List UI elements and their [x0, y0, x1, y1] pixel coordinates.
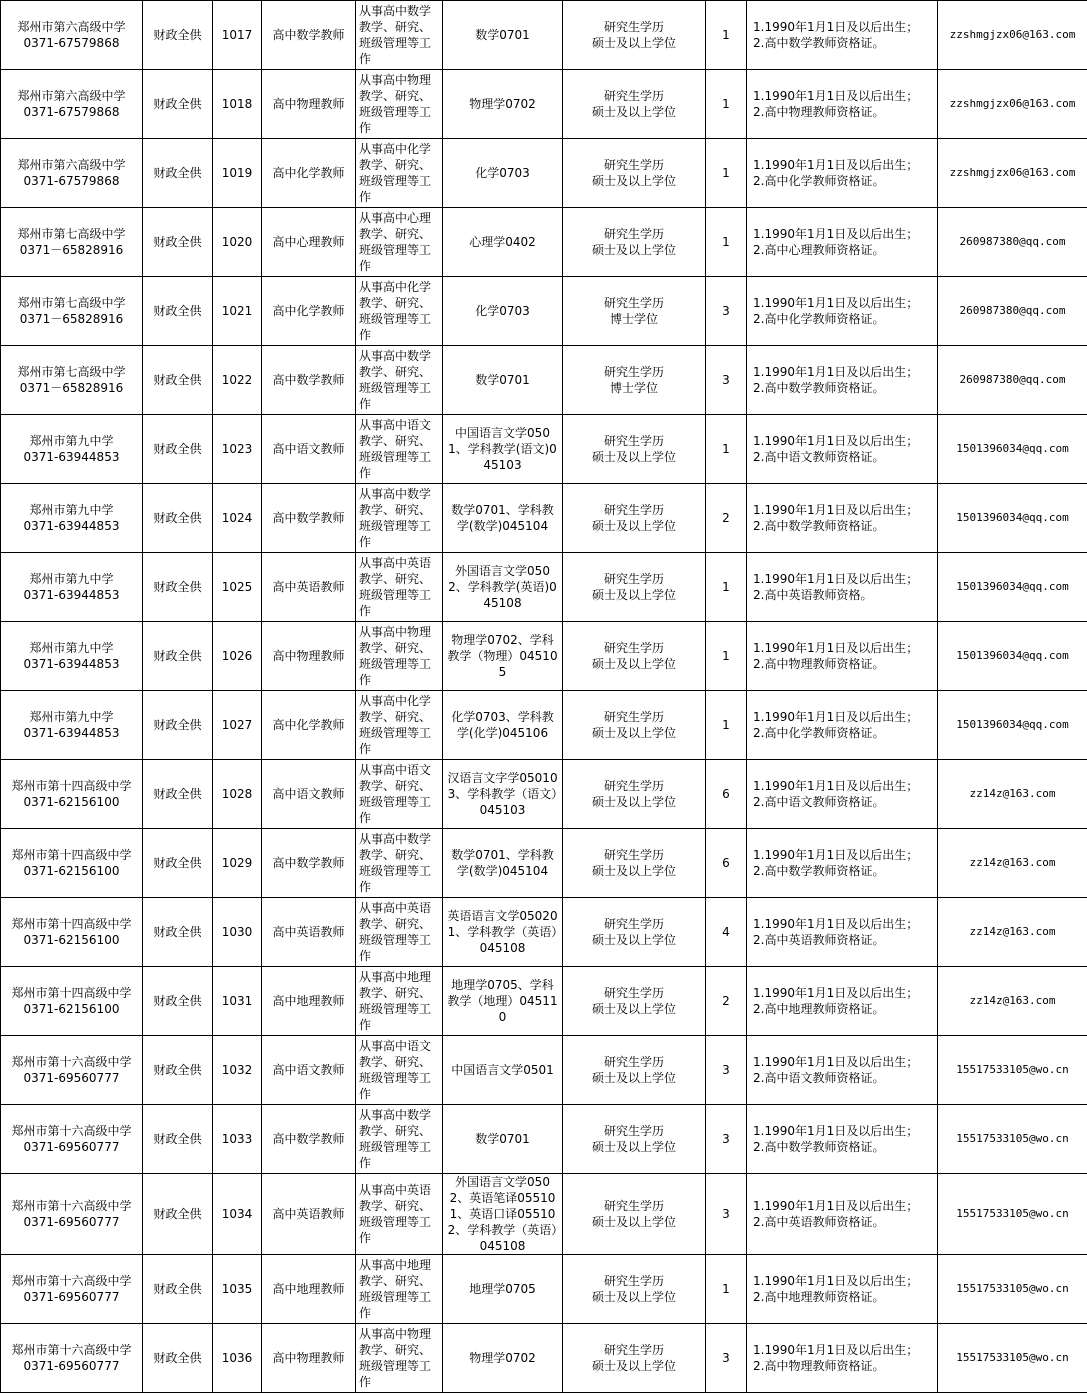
department-cell: 郑州市第九中学 0371-63944853: [1, 553, 143, 622]
position-name-cell: 高中物理教师: [262, 1324, 356, 1393]
position-code-cell: 1026: [213, 622, 262, 691]
duty-cell: 从事高中语文教学、研究、班级管理等工作: [356, 415, 443, 484]
department-cell: 郑州市第十六高级中学 0371-69560777: [1, 1105, 143, 1174]
position-code-cell: 1023: [213, 415, 262, 484]
duty-cell: 从事高中物理教学、研究、班级管理等工作: [356, 70, 443, 139]
requirements-cell: 1.1990年1月1日及以后出生； 2.高中数学教师资格证。: [747, 484, 938, 553]
headcount-cell: 6: [706, 760, 747, 829]
position-name-cell: 高中数学教师: [262, 484, 356, 553]
position-name-cell: 高中数学教师: [262, 829, 356, 898]
email-cell: zz14z@163.com: [938, 760, 1087, 829]
requirements-cell: 1.1990年1月1日及以后出生； 2.高中数学教师资格证。: [747, 829, 938, 898]
headcount-cell: 1: [706, 1, 747, 70]
funding-cell: 财政全供: [143, 1255, 213, 1324]
headcount-cell: 2: [706, 967, 747, 1036]
email-cell: 1501396034@qq.com: [938, 484, 1087, 553]
funding-cell: 财政全供: [143, 1105, 213, 1174]
position-code-cell: 1020: [213, 208, 262, 277]
email-cell: 1501396034@qq.com: [938, 691, 1087, 760]
major-cell: 物理学0702、学科教学（物理）045105: [443, 622, 563, 691]
position-code-cell: 1019: [213, 139, 262, 208]
duty-cell: 从事高中化学教学、研究、班级管理等工作: [356, 691, 443, 760]
email-cell: zz14z@163.com: [938, 967, 1087, 1036]
email-cell: 260987380@qq.com: [938, 277, 1087, 346]
table-row: [1, 967, 1087, 1036]
email-cell: zz14z@163.com: [938, 829, 1087, 898]
funding-cell: 财政全供: [143, 1324, 213, 1393]
email-cell: 260987380@qq.com: [938, 346, 1087, 415]
major-cell: 英语语言文学050201、学科教学（英语）045108: [443, 898, 563, 967]
department-cell: 郑州市第九中学 0371-63944853: [1, 691, 143, 760]
position-name-cell: 高中数学教师: [262, 1, 356, 70]
email-cell: 260987380@qq.com: [938, 208, 1087, 277]
requirements-cell: 1.1990年1月1日及以后出生； 2.高中化学教师资格证。: [747, 691, 938, 760]
headcount-cell: 1: [706, 208, 747, 277]
requirements-cell: 1.1990年1月1日及以后出生； 2.高中语文教师资格证。: [747, 415, 938, 484]
table-row: [1, 1036, 1087, 1105]
position-code-cell: 1028: [213, 760, 262, 829]
major-cell: 数学0701: [443, 1, 563, 70]
duty-cell: 从事高中数学教学、研究、班级管理等工作: [356, 1105, 443, 1174]
headcount-cell: 3: [706, 1324, 747, 1393]
department-cell: 郑州市第七高级中学 0371－65828916: [1, 208, 143, 277]
funding-cell: 财政全供: [143, 1036, 213, 1105]
education-cell: 研究生学历 硕士及以上学位: [563, 1255, 706, 1324]
requirements-cell: 1.1990年1月1日及以后出生； 2.高中物理教师资格证。: [747, 622, 938, 691]
table-row: [1, 70, 1087, 139]
funding-cell: 财政全供: [143, 139, 213, 208]
funding-cell: 财政全供: [143, 484, 213, 553]
headcount-cell: 1: [706, 1255, 747, 1324]
major-cell: 数学0701、学科教学(数学)045104: [443, 484, 563, 553]
headcount-cell: 1: [706, 622, 747, 691]
requirements-cell: 1.1990年1月1日及以后出生； 2.高中语文教师资格证。: [747, 760, 938, 829]
table-row: [1, 1174, 1087, 1255]
position-code-cell: 1027: [213, 691, 262, 760]
requirements-cell: 1.1990年1月1日及以后出生； 2.高中数学教师资格证。: [747, 1, 938, 70]
position-code-cell: 1025: [213, 553, 262, 622]
funding-cell: 财政全供: [143, 277, 213, 346]
position-name-cell: 高中英语教师: [262, 898, 356, 967]
duty-cell: 从事高中数学教学、研究、班级管理等工作: [356, 346, 443, 415]
duty-cell: 从事高中英语教学、研究、班级管理等工作: [356, 898, 443, 967]
funding-cell: 财政全供: [143, 208, 213, 277]
headcount-cell: 3: [706, 346, 747, 415]
table-row: [1, 622, 1087, 691]
email-cell: zzshmgjzx06@163.com: [938, 70, 1087, 139]
funding-cell: 财政全供: [143, 553, 213, 622]
position-code-cell: 1036: [213, 1324, 262, 1393]
table-row: [1, 898, 1087, 967]
education-cell: 研究生学历 硕士及以上学位: [563, 139, 706, 208]
headcount-cell: 2: [706, 484, 747, 553]
position-code-cell: 1024: [213, 484, 262, 553]
position-name-cell: 高中心理教师: [262, 208, 356, 277]
position-name-cell: 高中数学教师: [262, 346, 356, 415]
education-cell: 研究生学历 硕士及以上学位: [563, 967, 706, 1036]
position-code-cell: 1035: [213, 1255, 262, 1324]
duty-cell: 从事高中化学教学、研究、班级管理等工作: [356, 139, 443, 208]
funding-cell: 财政全供: [143, 1, 213, 70]
duty-cell: 从事高中心理教学、研究、班级管理等工作: [356, 208, 443, 277]
email-cell: 15517533105@wo.cn: [938, 1255, 1087, 1324]
table-row: [1, 553, 1087, 622]
duty-cell: 从事高中数学教学、研究、班级管理等工作: [356, 484, 443, 553]
position-name-cell: 高中地理教师: [262, 1255, 356, 1324]
education-cell: 研究生学历 硕士及以上学位: [563, 415, 706, 484]
position-code-cell: 1030: [213, 898, 262, 967]
email-cell: 15517533105@wo.cn: [938, 1324, 1087, 1393]
department-cell: 郑州市第九中学 0371-63944853: [1, 622, 143, 691]
table-body: [1, 1, 1087, 1393]
position-code-cell: 1021: [213, 277, 262, 346]
funding-cell: 财政全供: [143, 346, 213, 415]
position-name-cell: 高中语文教师: [262, 1036, 356, 1105]
education-cell: 研究生学历 硕士及以上学位: [563, 553, 706, 622]
education-cell: 研究生学历 硕士及以上学位: [563, 1036, 706, 1105]
requirements-cell: 1.1990年1月1日及以后出生； 2.高中物理教师资格证。: [747, 1324, 938, 1393]
education-cell: 研究生学历 硕士及以上学位: [563, 1324, 706, 1393]
duty-cell: 从事高中语文教学、研究、班级管理等工作: [356, 760, 443, 829]
duty-cell: 从事高中语文教学、研究、班级管理等工作: [356, 1036, 443, 1105]
position-name-cell: 高中语文教师: [262, 760, 356, 829]
position-code-cell: 1029: [213, 829, 262, 898]
email-cell: 1501396034@qq.com: [938, 415, 1087, 484]
table-row: [1, 139, 1087, 208]
department-cell: 郑州市第十四高级中学 0371-62156100: [1, 760, 143, 829]
requirements-cell: 1.1990年1月1日及以后出生； 2.高中物理教师资格证。: [747, 70, 938, 139]
duty-cell: 从事高中数学教学、研究、班级管理等工作: [356, 1, 443, 70]
position-code-cell: 1018: [213, 70, 262, 139]
funding-cell: 财政全供: [143, 1174, 213, 1255]
education-cell: 研究生学历 硕士及以上学位: [563, 760, 706, 829]
table-row: [1, 1324, 1087, 1393]
position-name-cell: 高中地理教师: [262, 967, 356, 1036]
funding-cell: 财政全供: [143, 760, 213, 829]
major-cell: 中国语言文学0501、学科教学(语文)045103: [443, 415, 563, 484]
table-row: [1, 277, 1087, 346]
email-cell: 1501396034@qq.com: [938, 553, 1087, 622]
requirements-cell: 1.1990年1月1日及以后出生； 2.高中英语教师资格证。: [747, 898, 938, 967]
major-cell: 物理学0702: [443, 70, 563, 139]
requirements-cell: 1.1990年1月1日及以后出生； 2.高中化学教师资格证。: [747, 277, 938, 346]
table-row: [1, 1255, 1087, 1324]
department-cell: 郑州市第七高级中学 0371－65828916: [1, 277, 143, 346]
duty-cell: 从事高中英语教学、研究、班级管理等工作: [356, 1174, 443, 1255]
email-cell: 15517533105@wo.cn: [938, 1105, 1087, 1174]
major-cell: 数学0701: [443, 1105, 563, 1174]
table-row: [1, 829, 1087, 898]
headcount-cell: 1: [706, 415, 747, 484]
duty-cell: 从事高中数学教学、研究、班级管理等工作: [356, 829, 443, 898]
duty-cell: 从事高中地理教学、研究、班级管理等工作: [356, 967, 443, 1036]
table-row: [1, 346, 1087, 415]
department-cell: 郑州市第九中学 0371-63944853: [1, 415, 143, 484]
requirements-cell: 1.1990年1月1日及以后出生； 2.高中英语教师资格。: [747, 553, 938, 622]
position-name-cell: 高中数学教师: [262, 1105, 356, 1174]
duty-cell: 从事高中英语教学、研究、班级管理等工作: [356, 553, 443, 622]
position-code-cell: 1032: [213, 1036, 262, 1105]
requirements-cell: 1.1990年1月1日及以后出生； 2.高中数学教师资格证。: [747, 346, 938, 415]
headcount-cell: 3: [706, 1036, 747, 1105]
headcount-cell: 3: [706, 277, 747, 346]
position-name-cell: 高中英语教师: [262, 553, 356, 622]
table-row: [1, 1105, 1087, 1174]
email-cell: zzshmgjzx06@163.com: [938, 1, 1087, 70]
department-cell: 郑州市第十六高级中学 0371-69560777: [1, 1036, 143, 1105]
department-cell: 郑州市第七高级中学 0371－65828916: [1, 346, 143, 415]
major-cell: 数学0701、学科教学(数学)045104: [443, 829, 563, 898]
education-cell: 研究生学历 博士学位: [563, 346, 706, 415]
department-cell: 郑州市第十四高级中学 0371-62156100: [1, 967, 143, 1036]
headcount-cell: 1: [706, 139, 747, 208]
education-cell: 研究生学历 硕士及以上学位: [563, 484, 706, 553]
requirements-cell: 1.1990年1月1日及以后出生； 2.高中语文教师资格证。: [747, 1036, 938, 1105]
requirements-cell: 1.1990年1月1日及以后出生； 2.高中地理教师资格证。: [747, 1255, 938, 1324]
major-cell: 化学0703: [443, 277, 563, 346]
education-cell: 研究生学历 博士学位: [563, 277, 706, 346]
department-cell: 郑州市第十六高级中学 0371-69560777: [1, 1255, 143, 1324]
table-row: [1, 208, 1087, 277]
position-name-cell: 高中物理教师: [262, 622, 356, 691]
funding-cell: 财政全供: [143, 829, 213, 898]
headcount-cell: 3: [706, 1105, 747, 1174]
department-cell: 郑州市第九中学 0371-63944853: [1, 484, 143, 553]
education-cell: 研究生学历 硕士及以上学位: [563, 1105, 706, 1174]
requirements-cell: 1.1990年1月1日及以后出生； 2.高中心理教师资格证。: [747, 208, 938, 277]
funding-cell: 财政全供: [143, 415, 213, 484]
funding-cell: 财政全供: [143, 898, 213, 967]
department-cell: 郑州市第六高级中学 0371-67579868: [1, 139, 143, 208]
position-code-cell: 1022: [213, 346, 262, 415]
table-row: [1, 691, 1087, 760]
headcount-cell: 1: [706, 70, 747, 139]
major-cell: 地理学0705: [443, 1255, 563, 1324]
education-cell: 研究生学历 硕士及以上学位: [563, 1, 706, 70]
duty-cell: 从事高中物理教学、研究、班级管理等工作: [356, 1324, 443, 1393]
department-cell: 郑州市第六高级中学 0371-67579868: [1, 70, 143, 139]
headcount-cell: 1: [706, 691, 747, 760]
headcount-cell: 1: [706, 553, 747, 622]
headcount-cell: 3: [706, 1174, 747, 1255]
headcount-cell: 4: [706, 898, 747, 967]
requirements-cell: 1.1990年1月1日及以后出生； 2.高中数学教师资格证。: [747, 1105, 938, 1174]
major-cell: 外国语言文学0502、英语笔译055101、英语口译055102、学科教学（英语）045108: [443, 1174, 563, 1255]
department-cell: 郑州市第十四高级中学 0371-62156100: [1, 898, 143, 967]
funding-cell: 财政全供: [143, 622, 213, 691]
education-cell: 研究生学历 硕士及以上学位: [563, 898, 706, 967]
department-cell: 郑州市第十六高级中学 0371-69560777: [1, 1174, 143, 1255]
major-cell: 化学0703: [443, 139, 563, 208]
department-cell: 郑州市第十四高级中学 0371-62156100: [1, 829, 143, 898]
headcount-cell: 6: [706, 829, 747, 898]
funding-cell: 财政全供: [143, 70, 213, 139]
education-cell: 研究生学历 硕士及以上学位: [563, 622, 706, 691]
position-name-cell: 高中化学教师: [262, 139, 356, 208]
duty-cell: 从事高中物理教学、研究、班级管理等工作: [356, 622, 443, 691]
email-cell: 1501396034@qq.com: [938, 622, 1087, 691]
table-row: [1, 484, 1087, 553]
position-name-cell: 高中物理教师: [262, 70, 356, 139]
position-code-cell: 1034: [213, 1174, 262, 1255]
major-cell: 化学0703、学科教学(化学)045106: [443, 691, 563, 760]
requirements-cell: 1.1990年1月1日及以后出生； 2.高中化学教师资格证。: [747, 139, 938, 208]
table-row: [1, 415, 1087, 484]
email-cell: zzshmgjzx06@163.com: [938, 139, 1087, 208]
funding-cell: 财政全供: [143, 691, 213, 760]
major-cell: 数学0701: [443, 346, 563, 415]
position-code-cell: 1033: [213, 1105, 262, 1174]
email-cell: zz14z@163.com: [938, 898, 1087, 967]
major-cell: 中国语言文学0501: [443, 1036, 563, 1105]
education-cell: 研究生学历 硕士及以上学位: [563, 829, 706, 898]
requirements-cell: 1.1990年1月1日及以后出生； 2.高中地理教师资格证。: [747, 967, 938, 1036]
email-cell: 15517533105@wo.cn: [938, 1174, 1087, 1255]
table-row: [1, 1, 1087, 70]
major-cell: 地理学0705、学科教学（地理）045110: [443, 967, 563, 1036]
education-cell: 研究生学历 硕士及以上学位: [563, 70, 706, 139]
department-cell: 郑州市第十六高级中学 0371-69560777: [1, 1324, 143, 1393]
education-cell: 研究生学历 硕士及以上学位: [563, 1174, 706, 1255]
requirements-cell: 1.1990年1月1日及以后出生； 2.高中英语教师资格证。: [747, 1174, 938, 1255]
position-name-cell: 高中英语教师: [262, 1174, 356, 1255]
education-cell: 研究生学历 硕士及以上学位: [563, 691, 706, 760]
major-cell: 外国语言文学0502、学科教学(英语)045108: [443, 553, 563, 622]
duty-cell: 从事高中地理教学、研究、班级管理等工作: [356, 1255, 443, 1324]
major-cell: 物理学0702: [443, 1324, 563, 1393]
funding-cell: 财政全供: [143, 967, 213, 1036]
email-cell: 15517533105@wo.cn: [938, 1036, 1087, 1105]
position-code-cell: 1031: [213, 967, 262, 1036]
department-cell: 郑州市第六高级中学 0371-67579868: [1, 1, 143, 70]
education-cell: 研究生学历 硕士及以上学位: [563, 208, 706, 277]
major-cell: 心理学0402: [443, 208, 563, 277]
position-name-cell: 高中化学教师: [262, 691, 356, 760]
position-name-cell: 高中化学教师: [262, 277, 356, 346]
duty-cell: 从事高中化学教学、研究、班级管理等工作: [356, 277, 443, 346]
table-row: [1, 760, 1087, 829]
position-name-cell: 高中语文教师: [262, 415, 356, 484]
major-cell: 汉语言文字学050103、学科教学（语文）045103: [443, 760, 563, 829]
position-code-cell: 1017: [213, 1, 262, 70]
